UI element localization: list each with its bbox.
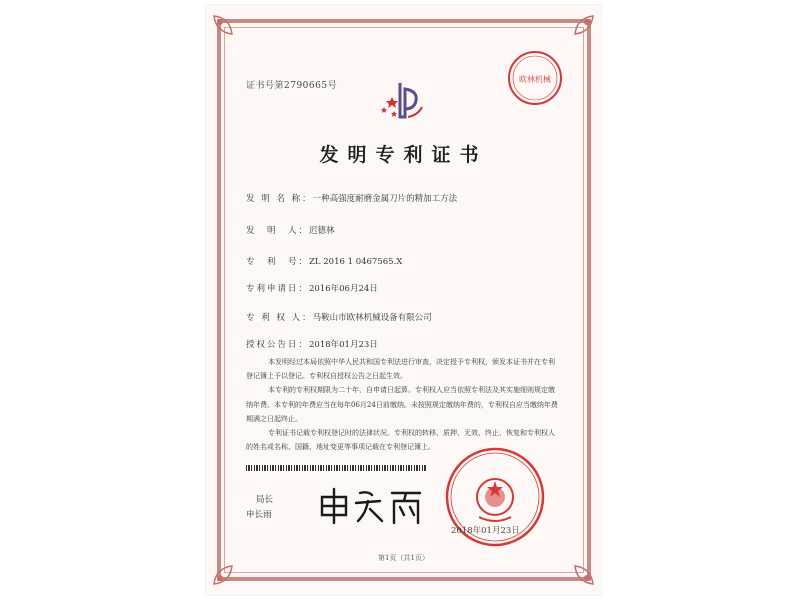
corner-ornament-top-left <box>212 14 248 50</box>
body-paragraph: 专利证书记载专利权登记时的法律状况。专利权的转移、质押、无效、终止、恢复和专利权人的姓名或名称、国籍、地址变更等事项记载在专利登记簿上。 <box>246 429 555 452</box>
field-invention-name <box>246 192 457 204</box>
field-patentee <box>246 311 432 323</box>
patent-office-logo-icon <box>378 77 426 123</box>
field-value: ZL 2016 1 0467565.X <box>309 257 403 267</box>
certificate-page <box>206 5 601 595</box>
director-name: 申长雨 <box>246 510 272 520</box>
certificate-body <box>246 355 558 454</box>
field-application-date <box>246 282 378 294</box>
director-signature <box>316 483 426 528</box>
page-number: 第1页（共1页） <box>378 554 429 562</box>
field-label: 专利申请日： <box>246 284 310 294</box>
field-label: 专 利 号： <box>246 257 310 267</box>
field-label: 发 明 人： <box>246 226 310 236</box>
field-label: 发 明 名 称： <box>246 194 313 204</box>
field-value: 2018年01月23日 <box>309 340 378 350</box>
body-paragraph: 本发明经过本局依照中华人民共和国专利法进行审查，决定授予专利权，颁发本证书并在专利登记簿上予以登记。专利权自授权公告之日起生效。 <box>246 358 555 381</box>
company-seal-text: 欧林机械 <box>519 75 551 84</box>
field-patent-number <box>246 255 402 267</box>
certificate-title: 发明专利证书 <box>319 144 488 166</box>
body-paragraph: 本专利的专利权期限为二十年，自申请日起算。专利权人应当依照专利法及其实施细则规定缴纳年费。本专利的年费应当在每年06月24日前缴纳。未按照规定缴纳年费的，专利权自应当缴纳年费期满之日起终止。 <box>246 386 558 423</box>
field-label: 授权公告日： <box>246 340 310 350</box>
barcode <box>246 465 426 471</box>
field-grant-date <box>246 338 378 350</box>
director-title: 局长 <box>256 495 274 505</box>
field-value: 马鞍山市欧林机械设备有限公司 <box>312 313 432 323</box>
field-label: 专 利 权 人： <box>246 313 313 323</box>
certificate-number: 证书号第2790665号 <box>246 81 338 91</box>
field-value: 迟德林 <box>309 226 335 236</box>
field-inventor <box>246 224 335 236</box>
issue-date: 2018年01月23日 <box>451 526 520 536</box>
company-seal-icon <box>506 49 564 107</box>
corner-ornament-top-right <box>559 14 595 50</box>
field-value: 一种高强度耐磨金属刀片的精加工方法 <box>312 194 458 204</box>
field-value: 2016年06月24日 <box>309 284 378 294</box>
